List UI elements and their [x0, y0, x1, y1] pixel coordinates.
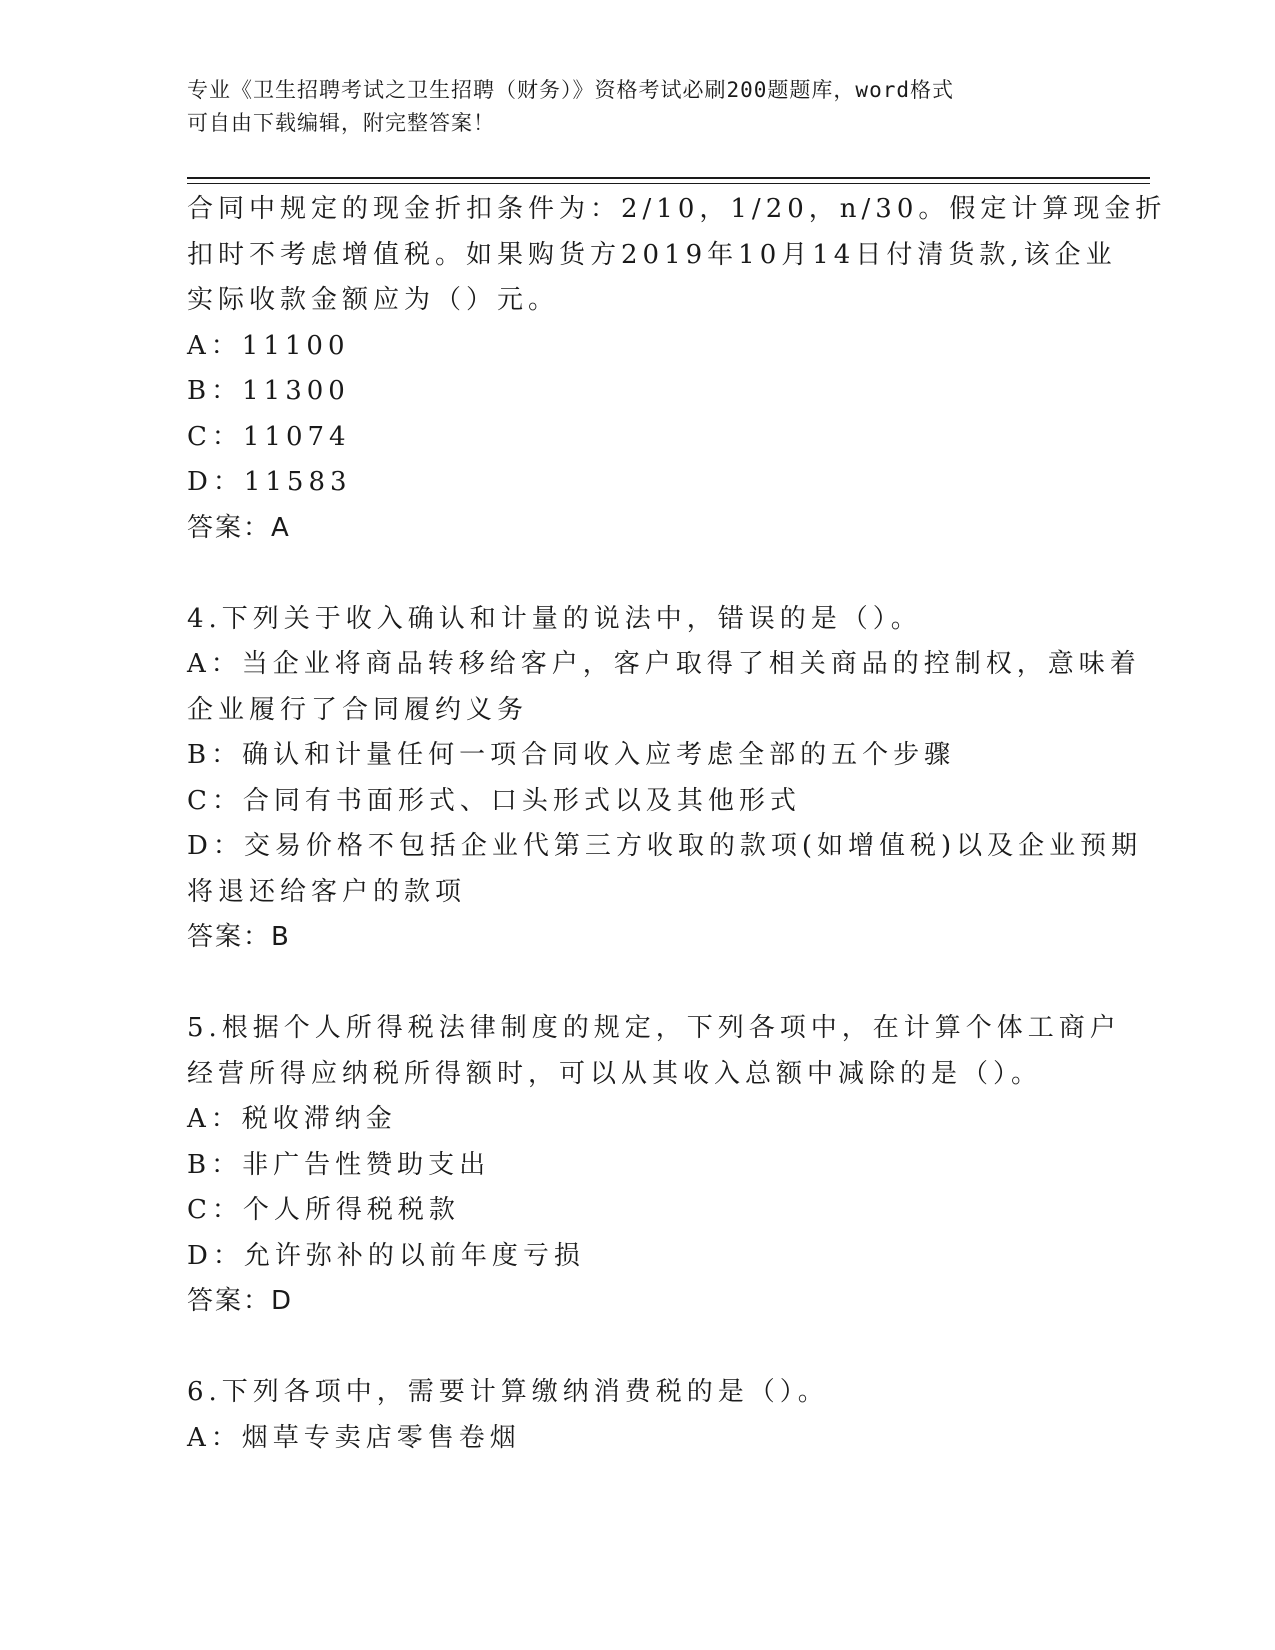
- option-a: A：当企业将商品转移给客户，客户取得了相关商品的控制权，意味着: [187, 649, 1141, 679]
- question-stem-line: 5.根据个人所得税法律制度的规定，下列各项中，在计算个体工商户: [187, 1013, 1121, 1043]
- answer-line: 答案：A: [187, 512, 291, 543]
- header-divider-thick: [187, 177, 1150, 179]
- spacer: [187, 961, 1087, 1007]
- question-stem-line: 经营所得应纳税所得额时，可以从其收入总额中减除的是（）。: [187, 1058, 1043, 1089]
- question-stem-line: 实际收款金额应为（）元。: [187, 285, 560, 315]
- question-stem-line: 合同中规定的现金折扣条件为：2/10，1/20，n/30。假定计算现金折: [187, 194, 1167, 224]
- option-c: C：11074: [187, 421, 351, 452]
- option-a-continued: 企业履行了合同履约义务: [187, 694, 529, 725]
- document-header: [187, 74, 1067, 140]
- option-d-continued: 将退还给客户的款项: [187, 876, 467, 907]
- question-5: [187, 1006, 1121, 1325]
- option-b: B：非广告性赞助支出: [187, 1149, 491, 1180]
- option-d: D：11583: [187, 467, 352, 497]
- question-stem-line: 4.下列关于收入确认和计量的说法中，错误的是（）。: [187, 603, 922, 634]
- option-d: D：交易价格不包括企业代第三方收取的款项(如增值税)以及企业预期: [187, 831, 1143, 861]
- spacer: [187, 1325, 1087, 1371]
- option-c: C：合同有书面形式、口头形式以及其他形式: [187, 785, 801, 816]
- spacer: [187, 551, 1087, 597]
- option-a: A：税收滞纳金: [187, 1104, 397, 1134]
- header-title-line-2: 可自由下载编辑，附完整答案！: [187, 111, 495, 135]
- option-a: A：烟草专卖店零售卷烟: [187, 1422, 521, 1453]
- question-3: [187, 187, 1167, 551]
- question-content: [187, 187, 1167, 1461]
- header-title-line-1: 专业《卫生招聘考试之卫生招聘（财务）》资格考试必刷200题题库，word格式: [187, 78, 954, 102]
- option-b: B：确认和计量任何一项合同收入应考虑全部的五个步骤: [187, 740, 956, 770]
- option-b: B：11300: [187, 376, 350, 406]
- question-stem-line: 6.下列各项中，需要计算缴纳消费税的是（）。: [187, 1377, 829, 1407]
- question-stem-line: 扣时不考虑增值税。如果购货方2019年10月14日付清货款,该企业: [187, 239, 1117, 270]
- option-c: C：个人所得税税款: [187, 1195, 460, 1225]
- option-d: D：允许弥补的以前年度亏损: [187, 1240, 585, 1271]
- answer-line: 答案：B: [187, 922, 291, 952]
- option-a: A：11100: [187, 330, 350, 361]
- question-4: [187, 597, 1143, 961]
- question-6: [187, 1370, 1087, 1461]
- answer-line: 答案：D: [187, 1286, 294, 1316]
- header-divider-thin: [187, 183, 1150, 184]
